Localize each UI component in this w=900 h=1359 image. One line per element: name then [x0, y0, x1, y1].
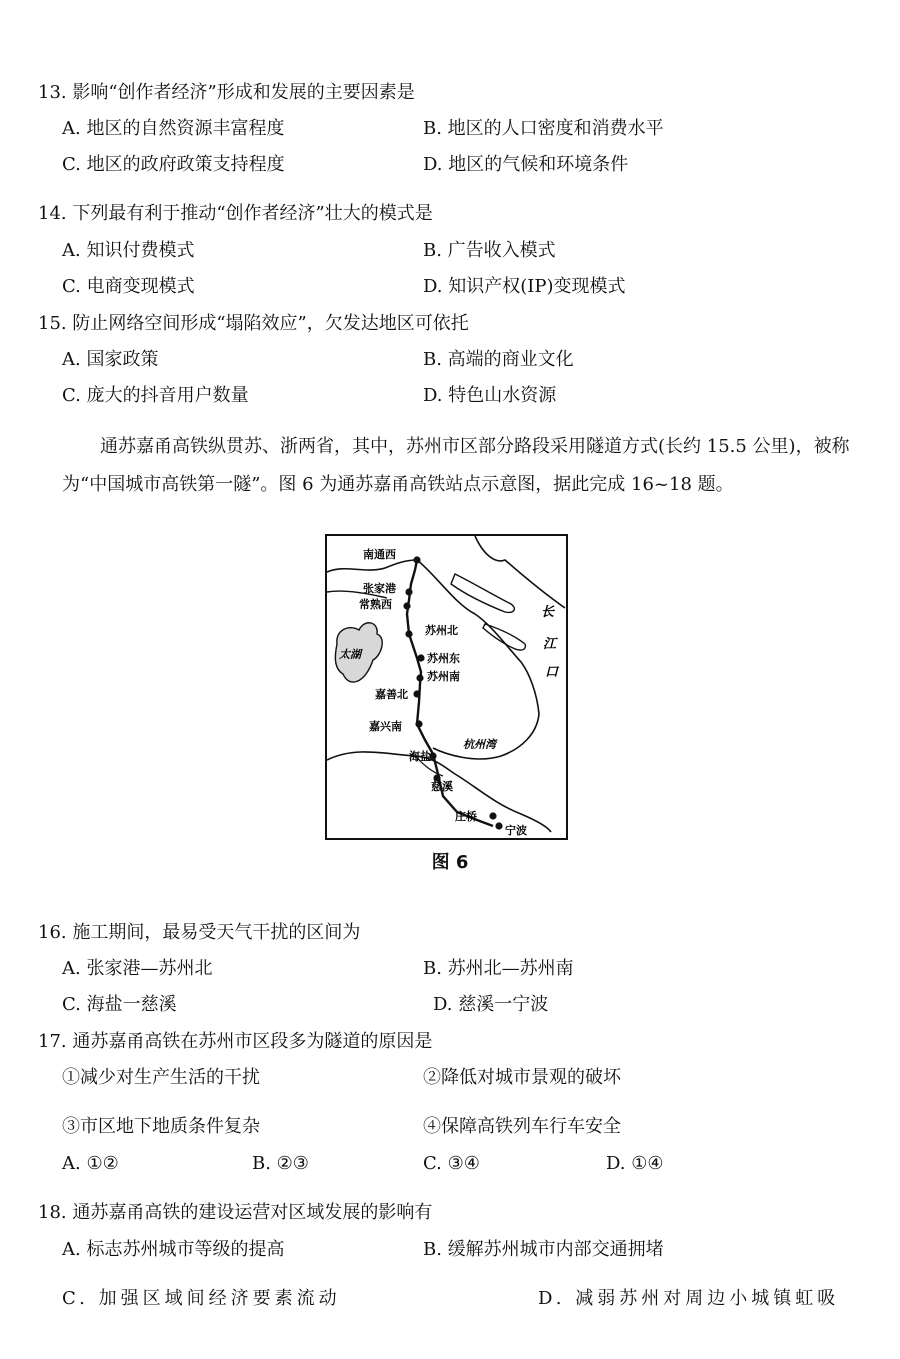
label-ningbo: 宁波	[505, 824, 527, 837]
label-nantongxi: 南通西	[363, 548, 396, 561]
q17-option-d: D. ①④	[606, 1153, 664, 1174]
q15-stem: 15. 防止网络空间形成“塌陷效应”，欠发达地区可依托	[38, 313, 469, 334]
q16-option-d: D. 慈溪一宁波	[433, 994, 549, 1015]
q16-option-a: A. 张家港—苏州北	[62, 958, 213, 979]
q13-option-b: B. 地区的人口密度和消费水平	[423, 118, 664, 139]
q14-stem: 14. 下列最有利于推动“创作者经济”壮大的模式是	[38, 203, 433, 224]
q17-stem: 17. 通苏嘉甬高铁在苏州市区段多为隧道的原因是	[38, 1031, 433, 1052]
q15-option-d: D. 特色山水资源	[423, 385, 557, 406]
figure-caption: 图 6	[431, 852, 469, 873]
q13-option-d: D. 地区的气候和环境条件	[423, 154, 629, 175]
q16-stem: 16. 施工期间，最易受天气干扰的区间为	[38, 922, 361, 943]
q15-option-a: A. 国家政策	[62, 349, 159, 370]
label-cixi: 慈溪	[431, 780, 453, 793]
label-jiaxingnan: 嘉兴南	[369, 720, 402, 733]
railway-map	[325, 534, 568, 840]
label-jiang: 江	[543, 637, 557, 652]
passage: 通苏嘉甬高铁纵贯苏、浙两省，其中，苏州市区部分路段采用隧道方式(长约 15.5 公里)，被称为“中国城市高铁第一隧”。图 6 为通苏嘉甬高铁站点示意图，据此完成 16~18 题。	[62, 436, 850, 495]
q14-option-c: C. 电商变现模式	[62, 276, 195, 297]
label-zhuangqiao: 庄桥	[455, 810, 477, 823]
map-frame	[326, 535, 567, 839]
label-haiyan: 海盐	[409, 750, 431, 763]
q16-option-b: B. 苏州北—苏州南	[423, 958, 574, 979]
label-chang: 长	[541, 605, 555, 620]
q17-option-c: C. ③④	[423, 1153, 480, 1174]
q17-statement-1: ①减少对生产生活的干扰	[62, 1067, 260, 1088]
q16-option-c: C. 海盐一慈溪	[62, 994, 177, 1015]
q17-statement-2: ②降低对城市景观的破坏	[423, 1067, 621, 1088]
q18-option-c: C. 加强区域间经济要素流动	[62, 1288, 341, 1309]
q14-option-b: B. 广告收入模式	[423, 240, 556, 261]
label-changshuxi: 常熟西	[359, 598, 392, 611]
q17-statement-3: ③市区地下地质条件复杂	[62, 1116, 260, 1137]
q17-option-a: A. ①②	[62, 1153, 119, 1174]
q18-stem: 18. 通苏嘉甬高铁的建设运营对区域发展的影响有	[38, 1202, 433, 1223]
q18-option-a: A. 标志苏州城市等级的提高	[62, 1239, 285, 1260]
q15-option-b: B. 高端的商业文化	[423, 349, 574, 370]
label-suzhounan: 苏州南	[427, 670, 460, 683]
q15-option-c: C. 庞大的抖音用户数量	[62, 385, 249, 406]
label-kou: 口	[545, 665, 559, 680]
q13-option-a: A. 地区的自然资源丰富程度	[62, 118, 285, 139]
q14-option-a: A. 知识付费模式	[62, 240, 195, 261]
q17-option-b: B. ②③	[252, 1153, 309, 1174]
label-tai-lake: 太湖	[339, 648, 361, 661]
label-suzhoubei: 苏州北	[425, 624, 458, 637]
q14-option-d: D. 知识产权(IP)变现模式	[423, 276, 626, 297]
label-zhangjiagang: 张家港	[363, 582, 396, 595]
label-hangzhou-bay: 杭州湾	[463, 738, 496, 751]
q18-option-b: B. 缓解苏州城市内部交通拥堵	[423, 1239, 664, 1260]
q13-option-c: C. 地区的政府政策支持程度	[62, 154, 285, 175]
label-jiashanbei: 嘉善北	[375, 688, 408, 701]
q13-stem: 13. 影响“创作者经济”形成和发展的主要因素是	[38, 82, 415, 103]
label-suzhoudong: 苏州东	[427, 652, 460, 665]
q18-option-d: D. 减弱苏州对周边小城镇虹吸	[538, 1288, 840, 1309]
q17-statement-4: ④保障高铁列车行车安全	[423, 1116, 621, 1137]
